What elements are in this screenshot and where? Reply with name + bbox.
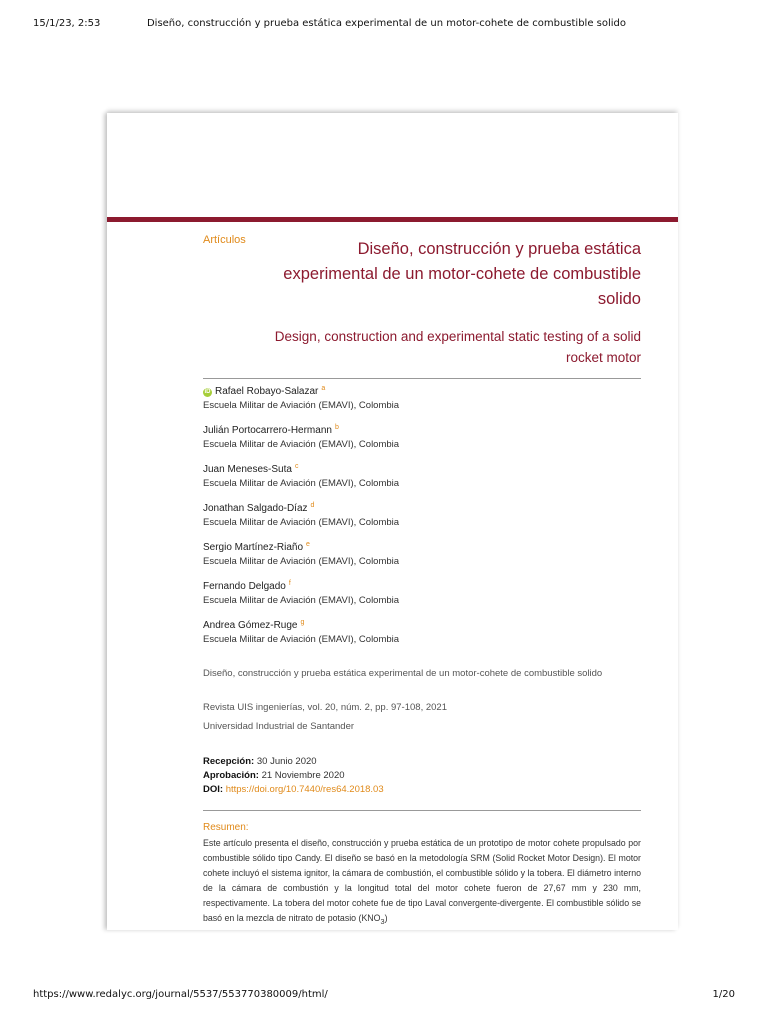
author-affiliation-marker[interactable]: a: [321, 385, 326, 392]
header-color-bar: [107, 217, 678, 222]
orcid-icon[interactable]: iD: [204, 388, 211, 395]
author-affiliation-marker[interactable]: e: [306, 541, 310, 548]
author-name: Jonathan Salgado-Díaz: [203, 503, 308, 514]
author-name: Fernando Delgado: [203, 581, 286, 592]
article-title-english: Design, construction and experimental static testing of a solid rocket motor: [274, 329, 641, 365]
author-name: Sergio Martínez-Riaño: [203, 542, 304, 553]
browser-print-footer: [33, 989, 740, 1003]
author-affiliation: Escuela Militar de Aviación (EMAVI), Colombia: [203, 478, 400, 489]
author-entry: [203, 424, 643, 463]
author-name: Andrea Gómez-Ruge: [203, 620, 298, 631]
author-entry: [203, 463, 643, 502]
article-title-spanish: Diseño, construcción y prueba estática experimental de un motor-cohete de combustible solido: [283, 240, 641, 308]
publication-dates: [203, 755, 384, 797]
abstract-subscript: 3: [380, 916, 385, 926]
citation-title: Diseño, construcción y prueba estática experimental de un motor-cohete de combustible solido: [203, 668, 603, 679]
divider: [203, 810, 641, 811]
reception-label: Recepción:: [203, 756, 255, 767]
author-affiliation-marker[interactable]: c: [294, 463, 299, 470]
author-affiliation: Escuela Militar de Aviación (EMAVI), Colombia: [203, 595, 400, 606]
article-page: [107, 113, 678, 930]
author-affiliation: Escuela Militar de Aviación (EMAVI), Colombia: [203, 634, 400, 645]
author-list: [203, 385, 643, 658]
section-label: Artículos: [203, 234, 246, 246]
abstract-body: Este artículo presenta el diseño, construcción y prueba estática de un prototipo de motor cohete propulsado por combustible sólido tipo Candy. El diseño se basó en la metodología SRM (Solid Rocket Motor Design). El motor cohete incluyó el sistema ignitor, la cámara de combustión, el combustible sólido y la tobera. El diámetro interno de la cámara de combustión y la longitud total del motor cohete fueron de 27,67 mm y 230 mm, respectivamente. La tobera del motor cohete fue de tipo Laval convergente-divergente. El combustible sólido se basó en la mezcla de nitrato de potasio (KNO: [203, 838, 641, 923]
approval-date: 21 Noviembre 2020: [261, 770, 345, 781]
publisher: Universidad Industrial de Santander: [203, 721, 355, 732]
print-timestamp: 15/1/23, 2:53: [33, 18, 101, 29]
abstract-text: [203, 836, 641, 929]
author-affiliation-marker[interactable]: g: [300, 619, 305, 626]
abstract-heading: Resumen:: [203, 822, 249, 833]
approval-label: Aprobación:: [203, 770, 259, 781]
author-affiliation-marker[interactable]: b: [334, 424, 339, 431]
author-affiliation: Escuela Militar de Aviación (EMAVI), Colombia: [203, 439, 400, 450]
author-name: Juan Meneses-Suta: [203, 464, 292, 475]
print-title: Diseño, construcción y prueba estática experimental de un motor-cohete de combustible solido: [146, 18, 627, 29]
author-entry: [203, 619, 643, 658]
author-affiliation-marker[interactable]: f: [288, 580, 291, 587]
author-affiliation: Escuela Militar de Aviación (EMAVI), Colombia: [203, 400, 400, 411]
divider: [203, 378, 641, 379]
journal-reference: Revista UIS ingenierías, vol. 20, núm. 2, pp. 97-108, 2021: [203, 702, 447, 713]
author-affiliation: Escuela Militar de Aviación (EMAVI), Colombia: [203, 517, 400, 528]
reception-date: 30 Junio 2020: [256, 756, 317, 767]
print-page-number: 1/20: [712, 989, 735, 1000]
author-entry: [203, 541, 643, 580]
doi-label: DOI:: [203, 784, 224, 795]
author-name: Julián Portocarrero-Hermann: [203, 425, 332, 436]
author-name: Rafael Robayo-Salazar: [215, 386, 319, 397]
print-url: https://www.redalyc.org/journal/5537/553770380009/html/: [33, 989, 328, 1000]
author-affiliation: Escuela Militar de Aviación (EMAVI), Colombia: [203, 556, 400, 567]
author-entry: [203, 580, 643, 619]
abstract-close: ): [384, 913, 388, 923]
author-entry: [203, 385, 643, 424]
author-affiliation-marker[interactable]: d: [310, 502, 315, 509]
doi-link[interactable]: https://doi.org/10.7440/res64.2018.03: [225, 784, 384, 795]
author-entry: [203, 502, 643, 541]
browser-print-header: [33, 18, 740, 32]
